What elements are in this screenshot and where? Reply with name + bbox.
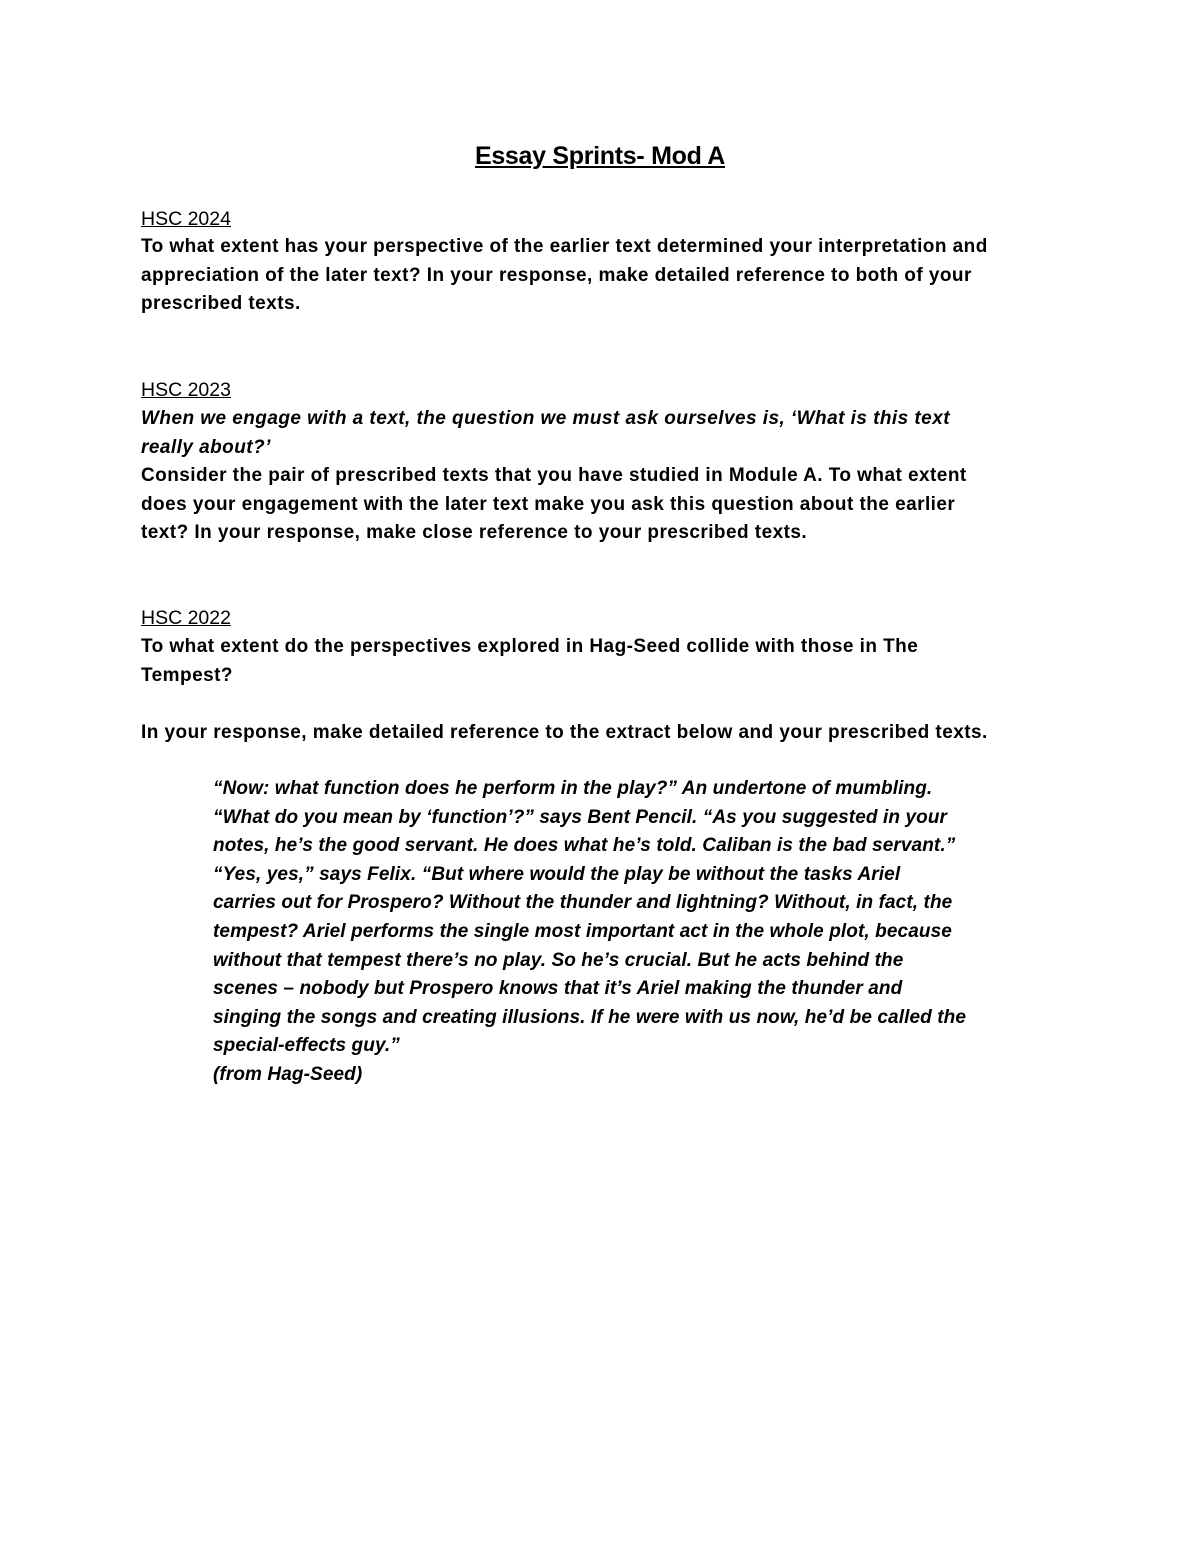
stimulus-hsc-2023: [141, 405, 1066, 462]
question-hsc-2024: [141, 233, 1066, 319]
question-hsc-2023: [141, 462, 1066, 548]
extract-line: notes, he’s the good servant. He does what he’s told. Caliban is the bad servant.”: [213, 835, 956, 857]
question-line: text? In your response, make close reference to your prescribed texts.: [141, 522, 808, 543]
instruction-line: In your response, make detailed reference to the extract below and your prescribed texts.: [141, 722, 988, 743]
question-line: To what extent has your perspective of the earlier text determined your interpretation and: [141, 236, 988, 257]
extract-line: “Yes, yes,” says Felix. “But where would the play be without the tasks Ariel: [213, 863, 901, 885]
section-heading-hsc-2024: HSC 2024: [141, 208, 231, 230]
question-line: appreciation of the later text? In your response, make detailed reference to both of your: [141, 264, 972, 286]
extract-source: (from Hag-Seed): [213, 1063, 363, 1085]
instruction-hsc-2022: [141, 719, 1066, 748]
question-line: Consider the pair of prescribed texts that you have studied in Module A. To what extent: [141, 465, 967, 486]
section-heading-hsc-2022: HSC 2022: [141, 607, 231, 629]
extract-line: singing the songs and creating illusions. If he were with us now, he’d be called the: [213, 1006, 967, 1028]
question-hsc-2022: [141, 633, 1066, 690]
stimulus-line: really about?’: [141, 436, 271, 458]
extract-line: without that tempest there’s no play. So he’s crucial. But he acts behind the: [213, 949, 904, 971]
stimulus-line: When we engage with a text, the question we must ask ourselves is, ‘What is this text: [141, 408, 950, 429]
extract-line: carries out for Prospero? Without the thunder and lightning? Without, in fact, the: [213, 892, 953, 914]
extract-line: special-effects guy.”: [213, 1035, 400, 1057]
question-line: Tempest?: [141, 664, 233, 686]
question-line: To what extent do the perspectives explored in Hag-Seed collide with those in The: [141, 636, 919, 657]
extract-line: tempest? Ariel performs the single most important act in the whole plot, because: [213, 920, 952, 942]
section-heading-hsc-2023: HSC 2023: [141, 379, 231, 401]
extract-line: “Now: what function does he perform in the play?” An undertone of mumbling.: [213, 778, 933, 799]
extract-line: “What do you mean by ‘function’?” says Bent Pencil. “As you suggested in your: [213, 806, 948, 828]
question-line: prescribed texts.: [141, 293, 301, 314]
document-title: Essay Sprints- Mod A: [474, 142, 726, 170]
extract-quote: [213, 775, 1073, 1090]
question-line: does your engagement with the later text make you ask this question about the earlier: [141, 493, 956, 515]
extract-line: scenes – nobody but Prospero knows that it’s Ariel making the thunder and: [213, 978, 903, 1000]
